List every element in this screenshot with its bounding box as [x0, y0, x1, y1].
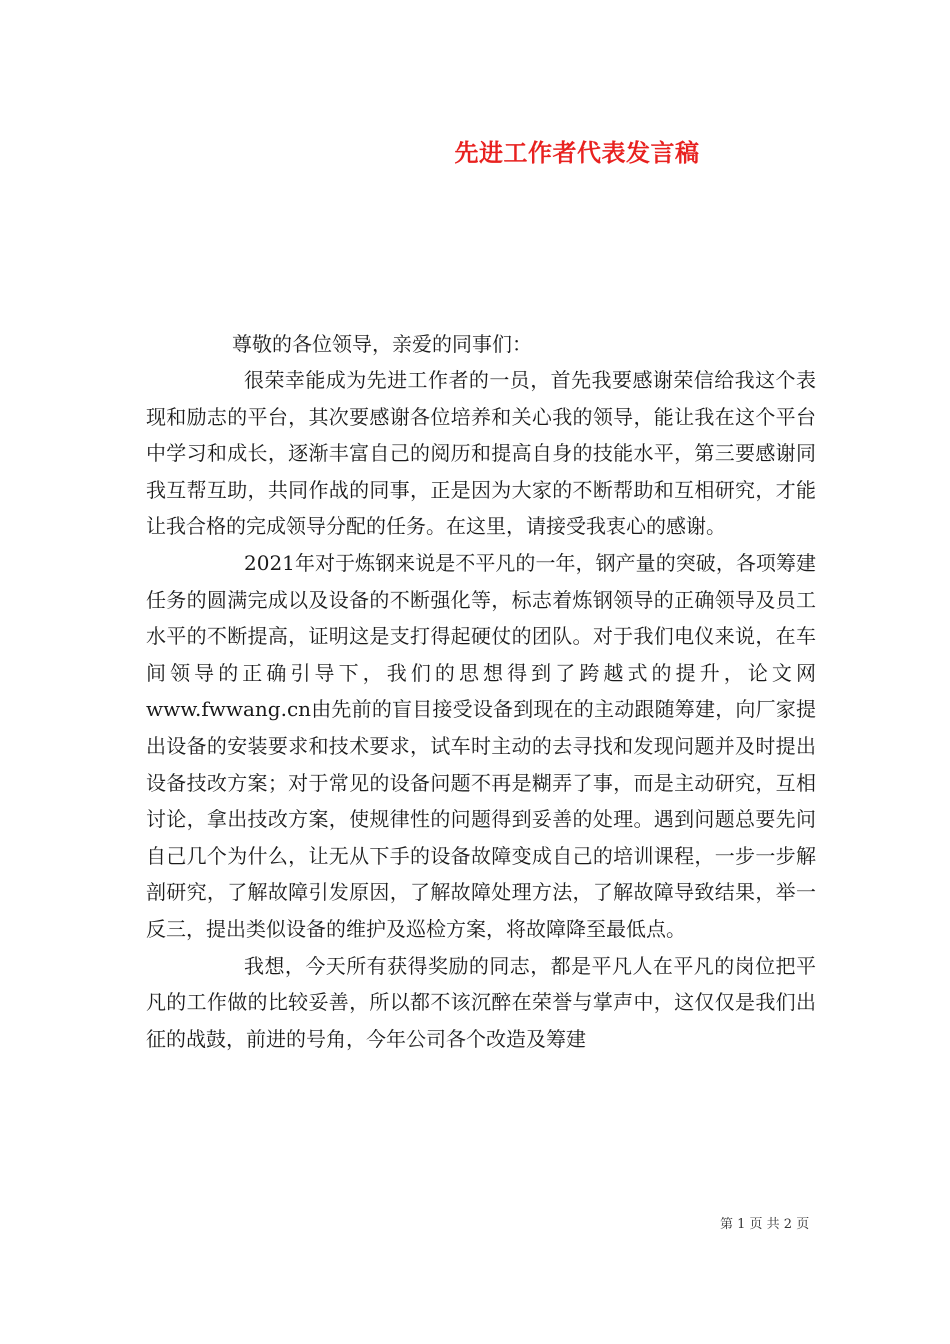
page-number-footer: 第 1 页 共 2 页	[720, 1217, 810, 1232]
body-paragraph: 我想，今天所有获得奖励的同志，都是平凡人在平凡的岗位把平凡的工作做的比较妥善，所以都不该沉醉在荣誉与掌声中，这仅仅是我们出征的战鼓，前进的号角，今年公司各个改造及筹建	[146, 953, 816, 1051]
body-paragraph: 2021年对于炼钢来说是不平凡的一年，钢产量的突破，各项筹建任务的圆满完成以及设备的不断强化等，标志着炼钢领导的正确领导及员工水平的不断提高，证明这是支打得起硬仗的团队。对于我们电仪来说，在车间领导的正确引导下，我们的思想得到了跨越式的提升，论文网www.fwwang.cn由先前的盲目接受设备到现在的主动跟随筹建，向厂家提出设备的安装要求和技术要求，试车时主动的去寻找和发现问题并及时提出设备技改方案；对于常见的设备问题不再是糊弄了事，而是主动研究，互相讨论，拿出技改方案，使规律性的问题得到妥善的处理。遇到问题总要先问自己几个为什么，让无从下手的设备故障变成自己的培训课程，一步一步解剖研究，了解故障引发原因，了解故障处理方法，了解故障导致结果，举一反三，提出类似设备的维护及巡检方案，将故障降至最低点。	[146, 550, 816, 941]
document-body	[146, 362, 816, 1057]
document-title: 先进工作者代表发言稿	[454, 138, 700, 167]
greeting-line: 尊敬的各位领导，亲爱的同事们：	[232, 332, 532, 356]
body-paragraph: 很荣幸能成为先进工作者的一员，首先我要感谢荣信给我这个表现和励志的平台，其次要感谢各位培养和关心我的领导，能让我在这个平台中学习和成长，逐渐丰富自己的阅历和提高自身的技能水平，第三要感谢同我互帮互助，共同作战的同事，正是因为大家的不断帮助和互相研究，才能让我合格的完成领导分配的任务。在这里，请接受我衷心的感谢。	[146, 368, 816, 539]
